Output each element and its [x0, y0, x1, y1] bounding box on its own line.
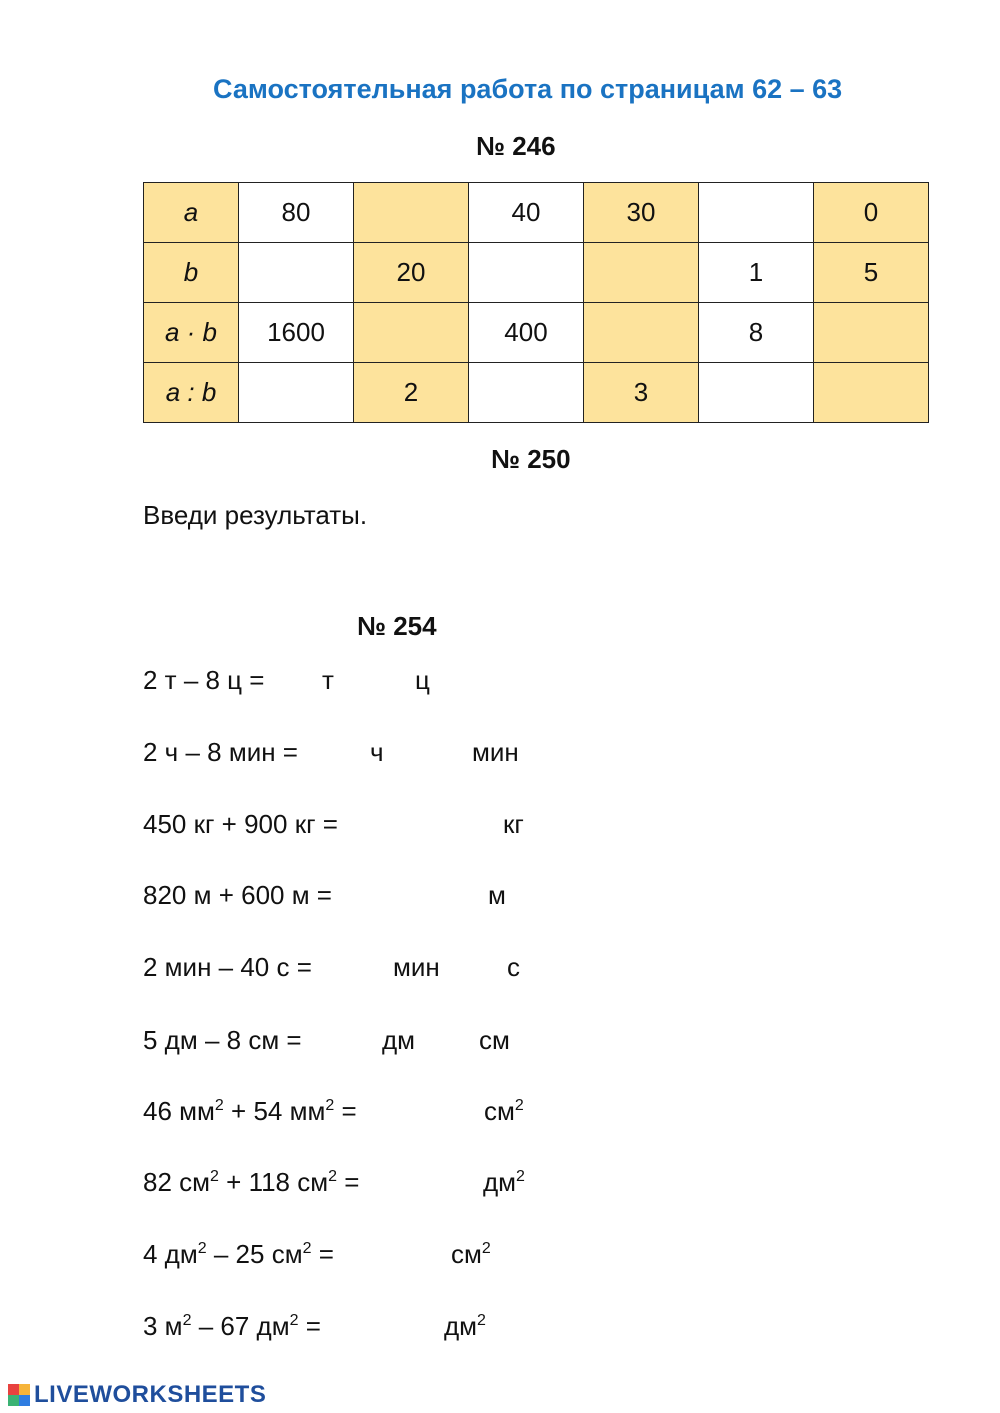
superscript: 2: [477, 1312, 486, 1329]
table-cell[interactable]: [814, 363, 929, 423]
unit-label: [483, 1167, 525, 1198]
lhs-term: 3 м: [143, 1311, 183, 1341]
table-cell[interactable]: 5: [814, 243, 929, 303]
table-cell[interactable]: [239, 243, 354, 303]
table-cell[interactable]: [814, 303, 929, 363]
equation-lhs: 2 ч – 8 мин =: [143, 737, 298, 767]
liveworksheets-logo[interactable]: [8, 1378, 266, 1412]
lhs-term: + 118 см: [218, 1167, 329, 1197]
unit-label: ч: [370, 737, 384, 767]
unit-label: мин: [393, 952, 440, 982]
lhs-term: =: [311, 1239, 334, 1269]
table-cell[interactable]: [584, 303, 699, 363]
table-cell[interactable]: [469, 243, 584, 303]
superscript: 2: [289, 1312, 299, 1329]
superscript: 2: [214, 1097, 224, 1114]
unit-text: дм: [444, 1311, 478, 1341]
unit-label: [484, 1096, 524, 1127]
lhs-term: =: [334, 1096, 357, 1126]
unit-text: см: [484, 1096, 515, 1126]
liveworksheets-logo-icon: [8, 1384, 30, 1406]
task-250-instruction: Введи результаты.: [143, 500, 368, 530]
table-cell[interactable]: [354, 303, 469, 363]
logo-text: LIVEWORKSHEETS: [34, 1381, 267, 1408]
table-cell[interactable]: 2: [354, 363, 469, 423]
superscript: 2: [302, 1240, 312, 1257]
table-cell[interactable]: 400: [469, 303, 584, 363]
superscript: 2: [210, 1168, 219, 1185]
unit-label: м: [488, 880, 506, 910]
table-cell[interactable]: [354, 183, 469, 243]
table-row: [144, 363, 929, 423]
task-250-heading: № 250: [491, 444, 571, 474]
row-label-quotient: a : b: [144, 363, 239, 423]
equation-lhs: 5 дм – 8 см =: [143, 1025, 302, 1055]
task-246-table: [143, 182, 929, 423]
lhs-term: =: [298, 1311, 321, 1341]
table-cell[interactable]: [699, 363, 814, 423]
superscript: 2: [328, 1168, 338, 1185]
unit-label: [444, 1311, 486, 1342]
unit-label: с: [507, 952, 520, 982]
table-cell[interactable]: [239, 363, 354, 423]
equation-lhs: 2 мин – 40 с =: [143, 952, 312, 982]
lhs-term: – 67 дм: [191, 1311, 290, 1341]
table-cell[interactable]: 1600: [239, 303, 354, 363]
equation-lhs: [143, 1167, 359, 1198]
superscript: 2: [197, 1240, 207, 1257]
equation-lhs: 820 м + 600 м =: [143, 880, 332, 910]
lhs-term: 4 дм: [143, 1239, 198, 1269]
row-label-b: b: [144, 243, 239, 303]
unit-label: ц: [415, 665, 430, 695]
table-cell[interactable]: 1: [699, 243, 814, 303]
table-row: [144, 243, 929, 303]
lhs-term: 46 мм: [143, 1096, 215, 1126]
equation-lhs: [143, 1311, 321, 1342]
superscript: 2: [481, 1240, 491, 1257]
task-246-heading: № 246: [476, 131, 556, 161]
row-label-a: a: [144, 183, 239, 243]
task-254-heading: № 254: [357, 611, 437, 641]
lhs-term: + 54 мм: [223, 1096, 326, 1126]
table-cell[interactable]: 3: [584, 363, 699, 423]
table-cell[interactable]: 30: [584, 183, 699, 243]
equation-lhs: 2 т – 8 ц =: [143, 665, 265, 695]
row-label-product: a · b: [144, 303, 239, 363]
unit-text: дм: [483, 1167, 517, 1197]
superscript: 2: [516, 1168, 525, 1185]
table-cell[interactable]: 8: [699, 303, 814, 363]
unit-label: см: [479, 1025, 510, 1055]
lhs-term: =: [337, 1167, 360, 1197]
equation-lhs: 450 кг + 900 кг =: [143, 809, 338, 839]
table-cell[interactable]: [699, 183, 814, 243]
table-cell[interactable]: 80: [239, 183, 354, 243]
table-cell[interactable]: 0: [814, 183, 929, 243]
unit-label: т: [322, 665, 334, 695]
superscript: 2: [325, 1097, 335, 1114]
unit-label: [451, 1239, 491, 1270]
unit-label: кг: [503, 809, 524, 839]
page-title: Самостоятельная работа по страницам 62 – 63: [213, 74, 843, 104]
superscript: 2: [182, 1312, 192, 1329]
unit-label: дм: [382, 1025, 416, 1055]
unit-label: мин: [472, 737, 519, 767]
lhs-term: 82 см: [143, 1167, 211, 1197]
superscript: 2: [514, 1097, 524, 1114]
table-cell[interactable]: [469, 363, 584, 423]
equation-lhs: [143, 1096, 357, 1127]
table-cell[interactable]: [584, 243, 699, 303]
equation-lhs: [143, 1239, 334, 1270]
table-cell[interactable]: 40: [469, 183, 584, 243]
lhs-term: – 25 см: [206, 1239, 303, 1269]
table-row: [144, 183, 929, 243]
table-cell[interactable]: 20: [354, 243, 469, 303]
table-row: [144, 303, 929, 363]
unit-text: см: [451, 1239, 482, 1269]
